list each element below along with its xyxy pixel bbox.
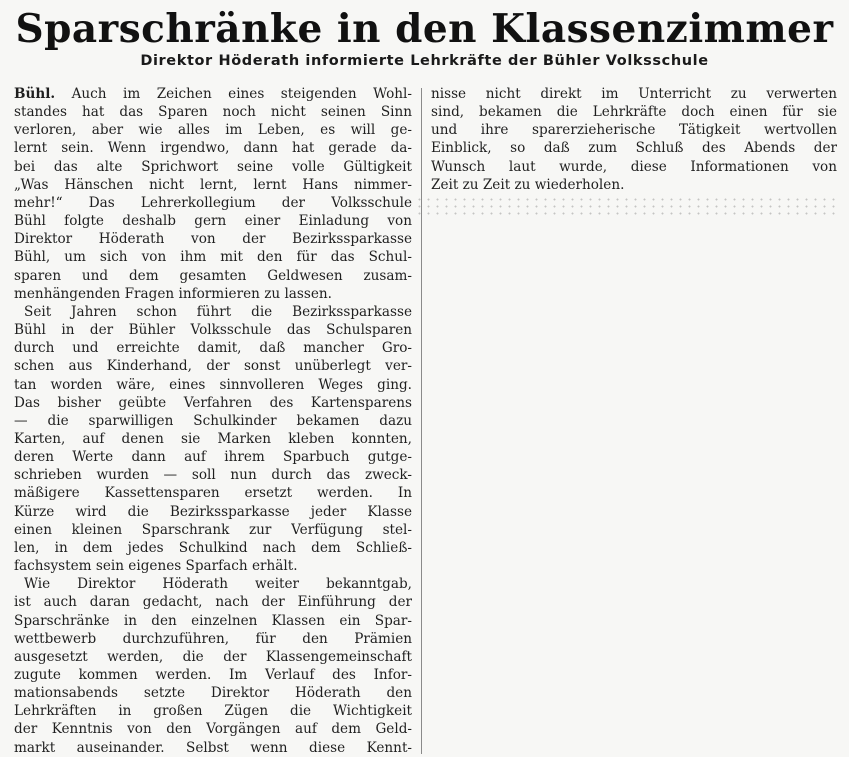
text-line: lernt sein. Wenn irgendwo, dann hat gerade da- xyxy=(14,140,412,157)
column-right xyxy=(431,85,837,194)
text-line xyxy=(14,85,412,103)
article-headline: Sparschränke in den Klassenzimmer xyxy=(15,6,834,52)
text-line: sind, bekamen die Lehrkräfte doch einen für sie xyxy=(431,104,837,121)
text-line: Direktor Höderath von der Bezirkssparkasse xyxy=(14,231,412,248)
text-line: len, in dem jedes Schulkind nach dem Schließ- xyxy=(14,539,412,556)
text-line: zugute kommen werden. Im Verlauf des Infor- xyxy=(14,667,412,683)
text-line: Seit Jahren schon führt die Bezirkssparkasse xyxy=(24,303,412,320)
text-line: Zeit zu Zeit zu wiederholen. xyxy=(431,176,625,193)
text-line: Kürze wird die Bezirkssparkasse jeder Klasse xyxy=(14,503,412,520)
text-line-content: Auch im Zeichen eines steigenden Wohl- xyxy=(55,86,412,102)
text-line: Bühl folgte deshalb gern einer Einladung von xyxy=(14,213,412,230)
text-line: Lehrkräften in großen Zügen die Wichtigkeit xyxy=(14,703,412,720)
text-line: tan worden wäre, eines sinnvolleren Weges ging. xyxy=(14,376,412,393)
text-line: mäßigere Kassettensparen ersetzt werden. In xyxy=(14,485,412,502)
column-left xyxy=(14,85,412,757)
text-line: bei das alte Sprichwort seine volle Gültigkeit xyxy=(14,158,412,175)
text-line: schen aus Kinderhand, der sonst unüberlegt ver- xyxy=(14,358,412,375)
text-line: schrieben wurden — soll nun durch das zweck- xyxy=(14,467,412,484)
text-line: durch und erreichte damit, daß mancher Gro- xyxy=(14,340,412,357)
text-line: Sparschränke in den einzelnen Klassen ein Spar- xyxy=(14,612,412,629)
text-line: Bühl in der Bühler Volksschule das Schulsparen xyxy=(14,322,412,339)
text-line: sparen und dem gesamten Geldwesen zusam- xyxy=(14,267,412,284)
text-line: der Kenntnis von den Vorgängen auf dem Geld- xyxy=(14,721,412,738)
text-line: ausgesetzt werden, die der Klassengemeinschaft xyxy=(14,648,412,665)
text-line: einen kleinen Sparschrank zur Verfügung stel- xyxy=(14,521,412,538)
text-line: menhängenden Fragen informieren zu lassen. xyxy=(14,285,332,302)
text-line: — die sparwilligen Schulkinder bekamen dazu xyxy=(14,412,412,429)
text-line: Bühl, um sich von ihm mit den für das Schul- xyxy=(14,249,412,266)
column-divider xyxy=(421,88,422,754)
text-line: standes hat das Sparen noch nicht seinen Sinn xyxy=(14,104,412,121)
text-line: „Was Hänschen nicht lernt, lernt Hans nimmer- xyxy=(14,176,412,193)
article-subheadline: Direktor Höderath informierte Lehrkräfte der Bühler Volksschule xyxy=(140,53,709,69)
text-line: wettbewerb durchzuführen, für den Prämien xyxy=(14,630,412,647)
text-line: ist auch daran gedacht, nach der Einführung der xyxy=(14,594,412,611)
dateline: Bühl. xyxy=(14,86,56,102)
text-line: Wie Direktor Höderath weiter bekanntgab, xyxy=(24,576,412,593)
text-line: Das bisher geübte Verfahren des Kartensparens xyxy=(14,394,412,411)
print-noise xyxy=(415,196,835,216)
text-line: nisse nicht direkt im Unterricht zu verwerten xyxy=(431,86,837,102)
text-line: Wunsch laut wurde, diese Informationen von xyxy=(431,158,837,175)
text-line: mationsabends setzte Direktor Höderath den xyxy=(14,685,412,702)
text-line: markt auseinander. Selbst wenn diese Kennt- xyxy=(14,739,412,756)
text-line: und ihre sparerzieherische Tätigkeit wertvollen xyxy=(431,122,837,139)
text-line: deren Werte dann auf ihrem Sparbuch gutge- xyxy=(14,449,412,466)
text-line: Karten, auf denen sie Marken kleben konnten, xyxy=(14,430,412,447)
text-line: Einblick, so daß zum Schluß des Abends der xyxy=(431,140,837,157)
text-line: verloren, aber wie alles im Leben, es will ge- xyxy=(14,122,412,139)
text-line: fachsystem sein eigenes Sparfach erhält. xyxy=(14,558,298,575)
text-line: mehr!“ Das Lehrerkollegium der Volksschule xyxy=(14,194,412,211)
